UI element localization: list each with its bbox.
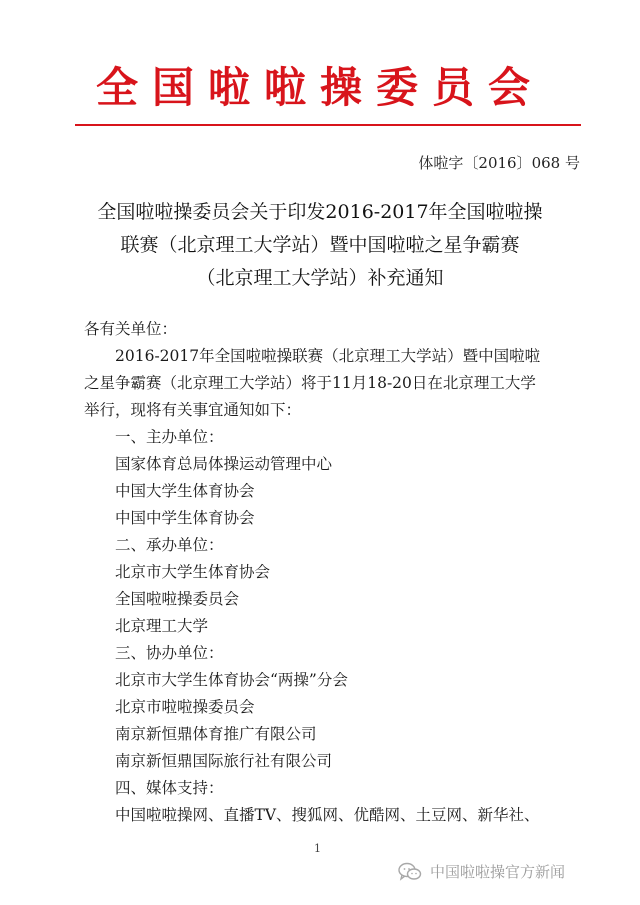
notice-body [84,316,584,829]
list-item: 北京市啦啦操委员会 [115,698,255,716]
watermark-text: 中国啦啦操官方新闻 [430,863,566,881]
section-heading-co-organizers: 三、协办单位： [115,644,224,662]
list-item: 南京新恒鼎国际旅行社有限公司 [115,752,333,770]
list-item: 南京新恒鼎体育推广有限公司 [115,725,317,743]
salutation: 各有关单位： [84,320,178,338]
wechat-watermark [398,861,565,882]
title-line-1: 全国啦啦操委员会关于印发2016-2017年全国啦啦操 [97,201,543,223]
section-heading-media: 四、媒体支持： [115,779,224,797]
organization-masthead: 全国啦啦操委员会 [95,63,544,112]
intro-line-2: 之星争霸赛（北京理工大学站）将于11月18-20日在北京理工大学 [84,374,536,392]
list-item: 国家体育总局体操运动管理中心 [115,455,333,473]
list-item: 北京理工大学 [115,617,209,635]
list-item: 中国中学生体育协会 [115,509,255,527]
wechat-icon [398,862,422,882]
intro-line-3: 举行，现将有关事宜通知如下： [84,401,302,419]
list-item: 北京市大学生体育协会“两操”分会 [115,671,348,689]
list-item: 北京市大学生体育协会 [115,563,271,581]
list-item: 全国啦啦操委员会 [115,590,240,608]
title-line-3: （北京理工大学站）补充通知 [196,267,444,289]
list-item: 中国大学生体育协会 [115,482,255,500]
document-number: 体啦字〔2016〕068 号 [418,154,580,172]
red-divider-line [75,124,581,126]
notice-title [0,196,640,295]
page-number: 1 [314,842,321,855]
title-line-2: 联赛（北京理工大学站）暨中国啦啦之星争霸赛 [120,234,520,256]
list-item: 中国啦啦操网、直播TV、搜狐网、优酷网、土豆网、新华社、 [115,806,540,824]
section-heading-organizers: 一、主办单位： [115,428,224,446]
intro-line-1: 2016-2017年全国啦啦操联赛（北京理工大学站）暨中国啦啦 [115,347,541,365]
section-heading-hosts: 二、承办单位： [115,536,224,554]
